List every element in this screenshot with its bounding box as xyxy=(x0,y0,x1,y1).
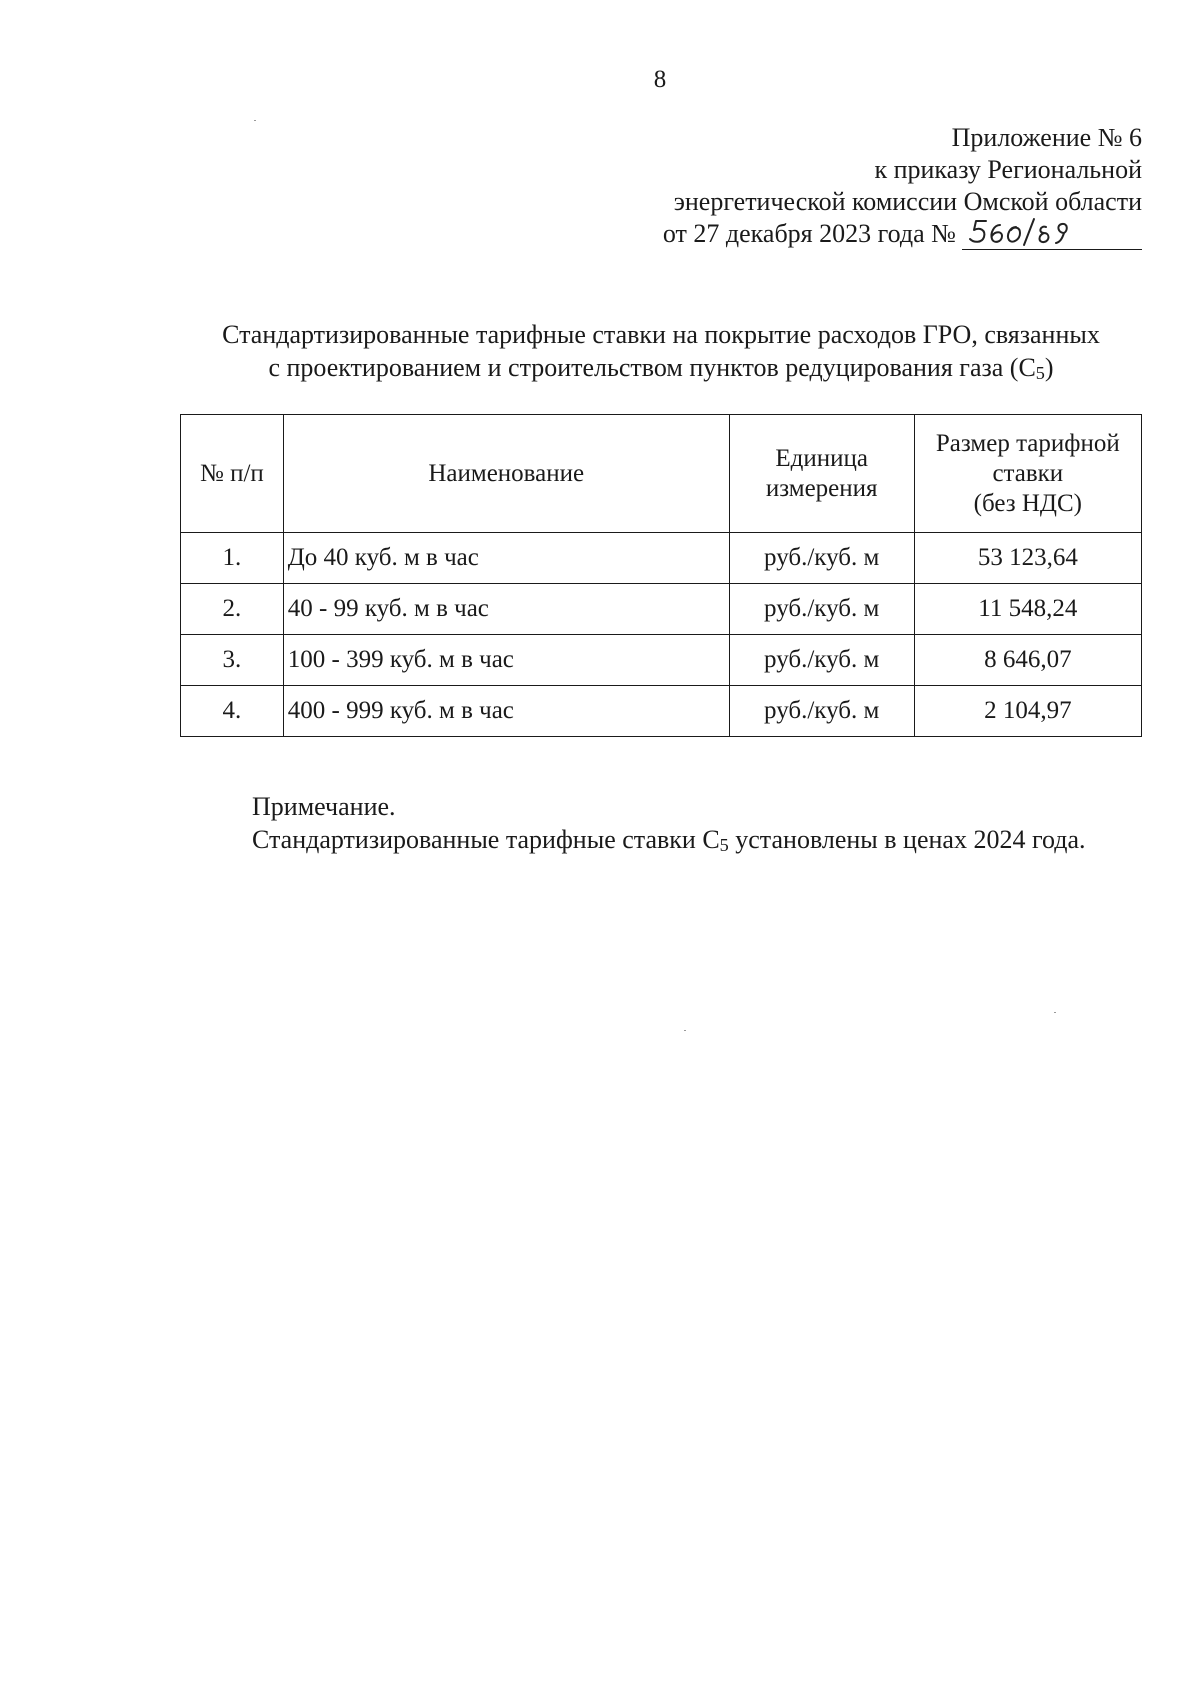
scan-speck xyxy=(1054,1012,1056,1013)
row-number: 3. xyxy=(181,635,284,686)
document-title xyxy=(180,318,1142,390)
handwritten-number-icon xyxy=(964,215,1104,249)
row-name: 400 - 999 куб. м в час xyxy=(283,686,729,737)
handwritten-order-number xyxy=(962,219,1142,250)
title-line-2-text: с проектированием и строительством пунктов редуцирования газа (С xyxy=(268,353,1036,382)
order-date: от 27 декабря 2023 года № xyxy=(662,219,956,248)
header-rate xyxy=(914,415,1141,533)
annex-line-2: к приказу Региональной xyxy=(874,155,1142,184)
row-name: До 40 куб. м в час xyxy=(283,533,729,584)
header-rate-line-1: Размер тарифной xyxy=(935,429,1120,457)
title-line-2-close: ) xyxy=(1044,353,1054,382)
tariff-table xyxy=(180,414,1142,737)
row-number: 4. xyxy=(181,686,284,737)
row-name: 40 - 99 куб. м в час xyxy=(283,584,729,635)
annex-header xyxy=(663,122,1142,250)
header-unit-line-2: измерения xyxy=(765,474,878,502)
title-subscript: 5 xyxy=(1035,363,1045,383)
row-rate: 53 123,64 xyxy=(914,533,1141,584)
table-row xyxy=(181,533,1142,584)
header-number: № п/п xyxy=(181,415,284,533)
note-text-main: Стандартизированные тарифные ставки С xyxy=(252,825,720,854)
annex-line-3: энергетической комиссии Омской области xyxy=(673,187,1142,216)
header-unit xyxy=(729,415,914,533)
row-rate: 8 646,07 xyxy=(914,635,1141,686)
page-number: 8 xyxy=(653,66,667,93)
row-name: 100 - 399 куб. м в час xyxy=(283,635,729,686)
row-rate: 11 548,24 xyxy=(914,584,1141,635)
note-section xyxy=(180,790,1142,862)
table-header-row xyxy=(181,415,1142,533)
header-rate-line-3: (без НДС) xyxy=(973,489,1082,517)
row-unit: руб./куб. м xyxy=(729,686,914,737)
row-unit: руб./куб. м xyxy=(729,635,914,686)
note-subscript: 5 xyxy=(719,835,729,855)
table-row xyxy=(181,635,1142,686)
header-unit-line-1: Единица xyxy=(775,444,868,472)
table-row xyxy=(181,584,1142,635)
note-text-end: установлены в ценах 2024 года. xyxy=(728,825,1086,854)
order-line xyxy=(663,218,1142,250)
header-name: Наименование xyxy=(283,415,729,533)
header-rate-line-2: ставки xyxy=(992,459,1064,487)
note-title: Примечание. xyxy=(252,792,396,821)
scan-speck xyxy=(684,1030,686,1031)
note-text xyxy=(180,823,1142,862)
table-row xyxy=(181,686,1142,737)
row-unit: руб./куб. м xyxy=(729,584,914,635)
row-number: 1. xyxy=(181,533,284,584)
title-line-2 xyxy=(180,351,1142,390)
row-rate: 2 104,97 xyxy=(914,686,1141,737)
title-line-1: Стандартизированные тарифные ставки на покрытие расходов ГРО, связанных xyxy=(222,320,1100,349)
scan-speck xyxy=(254,120,256,121)
row-number: 2. xyxy=(181,584,284,635)
row-unit: руб./куб. м xyxy=(729,533,914,584)
annex-line-1: Приложение № 6 xyxy=(951,123,1142,152)
